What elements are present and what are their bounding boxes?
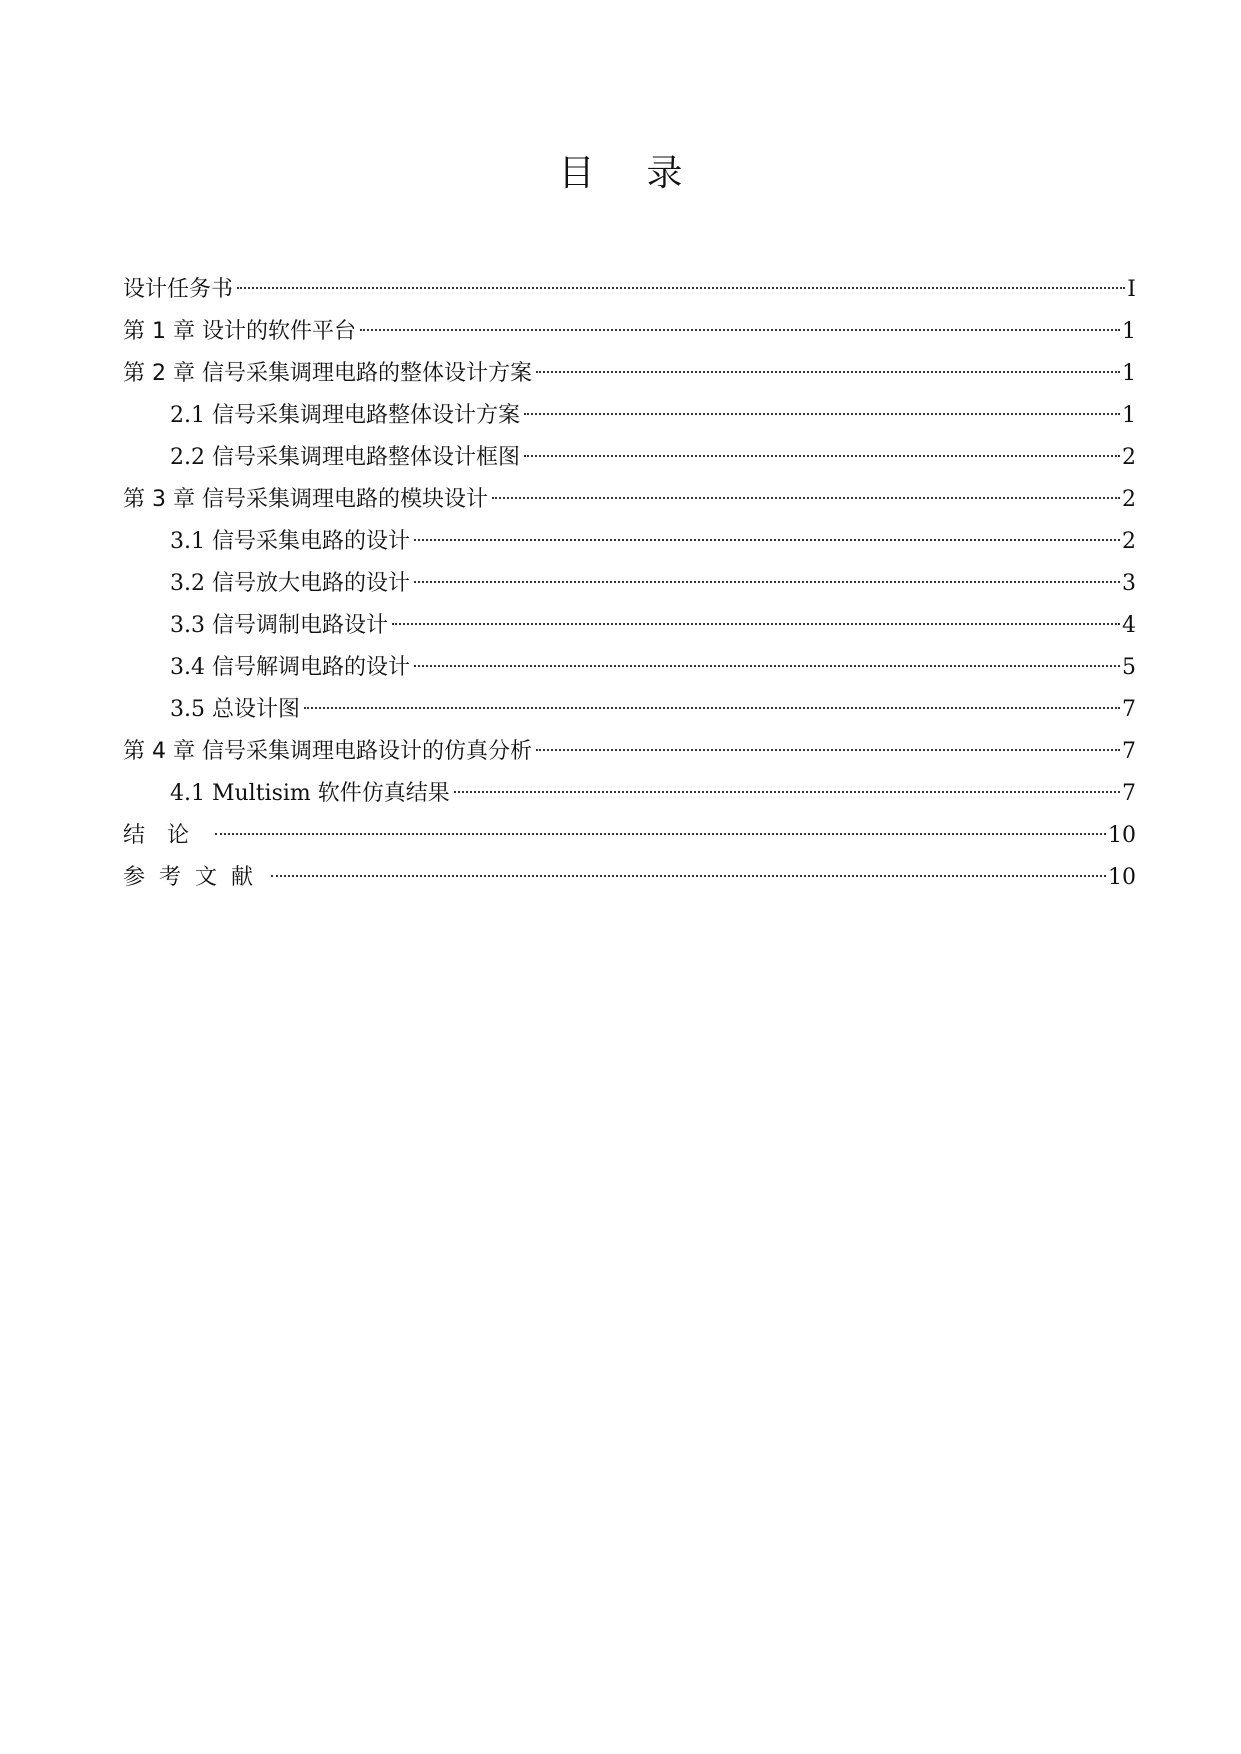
toc-entry-section-3-1[interactable]	[123, 525, 1136, 567]
toc-entry-label: 3.2 信号放大电路的设计	[170, 571, 410, 596]
dot-leader	[237, 287, 1125, 289]
toc-entry-label: 2.1 信号采集调理电路整体设计方案	[170, 403, 520, 428]
dot-leader	[304, 707, 1120, 709]
toc-entry-label: 4.1 Multisim 软件仿真结果	[170, 781, 450, 806]
table-of-contents	[123, 273, 1136, 903]
dot-leader	[215, 833, 1106, 835]
toc-entry-page: 2	[1122, 529, 1136, 554]
dot-leader	[414, 581, 1120, 583]
toc-entry-chapter-4[interactable]	[123, 735, 1136, 777]
toc-entry-label: 3.3 信号调制电路设计	[170, 613, 388, 638]
toc-entry-page: 10	[1108, 865, 1136, 890]
toc-entry-page: 7	[1122, 697, 1136, 722]
toc-entry-page: 2	[1122, 487, 1136, 512]
toc-entry-section-4-1[interactable]	[123, 777, 1136, 819]
toc-entry-page: 7	[1122, 781, 1136, 806]
toc-entry-page: 2	[1122, 445, 1136, 470]
toc-entry-label: 第 2 章 信号采集调理电路的整体设计方案	[123, 361, 532, 386]
toc-entry-label: 3.5 总设计图	[170, 697, 300, 722]
toc-entry-label: 3.1 信号采集电路的设计	[170, 529, 410, 554]
toc-entry-label: 2.2 信号采集调理电路整体设计框图	[170, 445, 520, 470]
toc-entry-conclusion[interactable]	[123, 819, 1136, 861]
toc-entry-page: 1	[1122, 403, 1136, 428]
toc-entry-label: 第 3 章 信号采集调理电路的模块设计	[123, 487, 488, 512]
toc-entry-chapter-3[interactable]	[123, 483, 1136, 525]
toc-entry-chapter-2[interactable]	[123, 357, 1136, 399]
toc-title: 目录	[558, 153, 735, 194]
dot-leader	[392, 623, 1120, 625]
dot-leader	[536, 371, 1120, 373]
toc-entry-section-3-4[interactable]	[123, 651, 1136, 693]
toc-entry-label: 3.4 信号解调电路的设计	[170, 655, 410, 680]
toc-entry-section-3-5[interactable]	[123, 693, 1136, 735]
toc-entry-page: 4	[1122, 613, 1136, 638]
toc-entry-references[interactable]	[123, 861, 1136, 903]
toc-entry-label: 设计任务书	[123, 277, 234, 302]
toc-entry-page: 5	[1122, 655, 1136, 680]
toc-entry-label: 第 4 章 信号采集调理电路设计的仿真分析	[123, 739, 532, 764]
toc-entry-label: 参考文献	[123, 865, 268, 890]
toc-entry-label: 结论	[123, 823, 212, 848]
dot-leader	[360, 329, 1120, 331]
toc-entry-label: 第 1 章 设计的软件平台	[123, 319, 356, 344]
toc-entry-task-book[interactable]	[123, 273, 1136, 315]
dot-leader	[454, 791, 1120, 793]
toc-entry-page: 7	[1122, 739, 1136, 764]
dot-leader	[524, 455, 1120, 457]
toc-entry-page: 3	[1122, 571, 1136, 596]
dot-leader	[271, 875, 1106, 877]
toc-entry-page: 10	[1108, 823, 1136, 848]
dot-leader	[524, 413, 1120, 415]
dot-leader	[414, 665, 1120, 667]
toc-entry-section-3-2[interactable]	[123, 567, 1136, 609]
toc-entry-page: 1	[1122, 319, 1136, 344]
dot-leader	[492, 497, 1120, 499]
toc-entry-section-2-1[interactable]	[123, 399, 1136, 441]
dot-leader	[414, 539, 1120, 541]
toc-entry-section-3-3[interactable]	[123, 609, 1136, 651]
toc-entry-chapter-1[interactable]	[123, 315, 1136, 357]
toc-entry-page: 1	[1122, 361, 1136, 386]
toc-entry-page: I	[1127, 277, 1136, 302]
dot-leader	[536, 749, 1120, 751]
toc-entry-section-2-2[interactable]	[123, 441, 1136, 483]
